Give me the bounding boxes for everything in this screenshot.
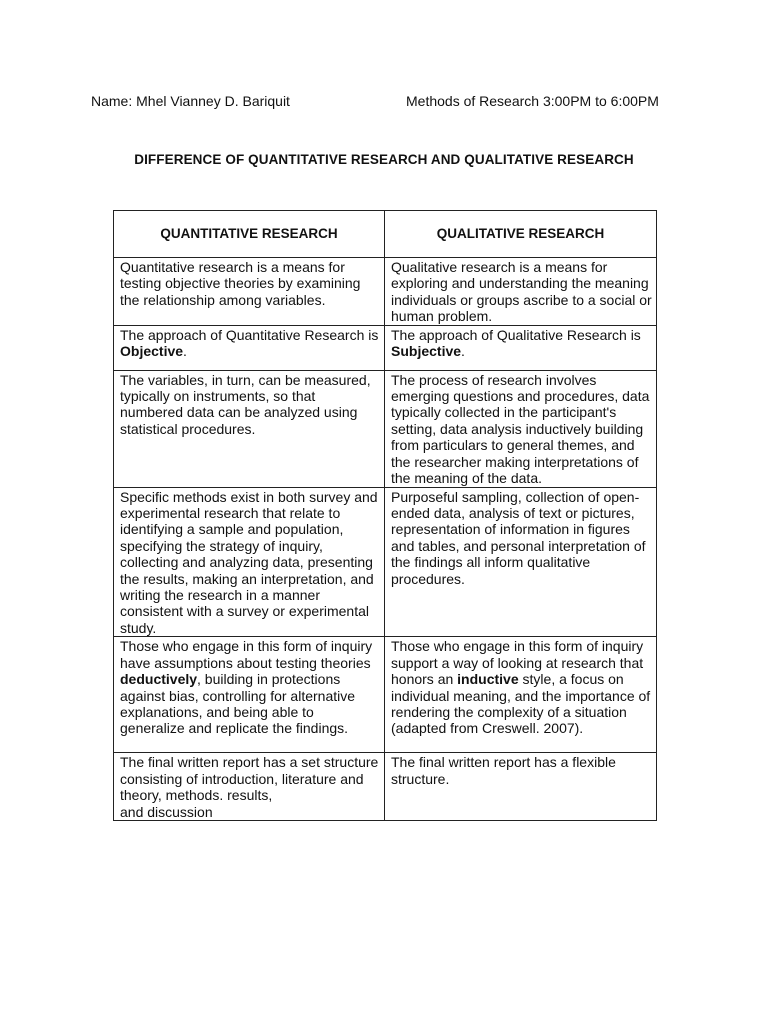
qualitative-cell xyxy=(385,753,657,821)
table-row xyxy=(114,258,657,326)
table-row xyxy=(114,325,657,370)
definition-qualitative: Qualitative research is a means for exploring and understanding the meaning individuals or groups ascribe to a social or human problem. xyxy=(391,259,652,325)
inquiry-qualitative-keyword: inductive xyxy=(457,671,519,688)
approach-quantitative xyxy=(120,326,380,360)
qualitative-cell xyxy=(385,325,657,370)
student-name: Name: Mhel Vianney D. Bariquit xyxy=(91,93,290,109)
table-row xyxy=(114,637,657,753)
report-qualitative: The final written report has a flexible structure. xyxy=(391,754,616,787)
variables-quantitative: The variables, in turn, can be measured, typically on instruments, so that numbered data can be analyzed using statistical procedures. xyxy=(120,371,371,437)
inquiry-qualitative-text: Those who engage in this form of inquiry support a way of looking at research that honors an xyxy=(391,638,644,688)
inquiry-quantitative-text: Those who engage in this form of inquiry have assumptions about testing theories xyxy=(120,638,373,671)
report-quantitative xyxy=(120,753,380,820)
report-quantitative-line2: and discussion xyxy=(120,803,213,820)
quantitative-cell xyxy=(114,258,385,326)
approach-quantitative-keyword: Objective xyxy=(120,343,184,360)
process-qualitative: The process of research involves emerging questions and procedures, data typically collected in the participant's setting, data analysis inductively building from particulars to general themes, and the researcher making interpretations of the meaning of the data. xyxy=(391,371,650,487)
column-header-qualitative: QUALITATIVE RESEARCH xyxy=(385,211,657,258)
approach-quantitative-end: . xyxy=(183,343,187,360)
course-schedule: Methods of Research 3:00PM to 6:00PM xyxy=(406,93,659,109)
qualitative-cell xyxy=(385,487,657,637)
quantitative-cell xyxy=(114,325,385,370)
approach-qualitative xyxy=(391,326,652,360)
column-header-quantitative: QUANTITATIVE RESEARCH xyxy=(114,211,385,258)
approach-quantitative-text: The approach of Quantitative Research is xyxy=(120,326,379,343)
approach-qualitative-end: . xyxy=(461,343,465,360)
quantitative-cell xyxy=(114,753,385,821)
table-row xyxy=(114,487,657,637)
approach-qualitative-keyword: Subjective xyxy=(391,343,462,360)
inquiry-qualitative-end: style, a focus on individual meaning, and the importance of rendering the complexity of a situation (adapted from Creswell. 2007). xyxy=(391,671,651,737)
report-quantitative-line1: The final written report has a set structure consisting of introduction, literature and theory, methods. results, xyxy=(120,754,379,804)
approach-qualitative-text: The approach of Qualitative Research is xyxy=(391,326,641,343)
definition-quantitative: Quantitative research is a means for testing objective theories by examining the relationship among variables. xyxy=(120,259,361,308)
methods-qualitative: Purposeful sampling, collection of open-ended data, analysis of text or pictures, representation of information in figures and tables, and personal interpretation of the findings all inform qualitative procedures. xyxy=(391,488,646,587)
table-row xyxy=(114,370,657,487)
comparison-table xyxy=(113,210,657,821)
inquiry-qualitative xyxy=(391,637,652,736)
inquiry-quantitative-end: , building in protections against bias, controlling for alternative explanations, and being able to generalize and replicate the findings. xyxy=(120,671,356,737)
quantitative-cell xyxy=(114,637,385,753)
quantitative-cell xyxy=(114,487,385,637)
qualitative-cell xyxy=(385,258,657,326)
qualitative-cell xyxy=(385,637,657,753)
inquiry-quantitative-keyword: deductively xyxy=(120,671,198,688)
qualitative-cell xyxy=(385,370,657,487)
table-header-row xyxy=(114,211,657,258)
document-title: DIFFERENCE OF QUANTITATIVE RESEARCH AND QUALITATIVE RESEARCH xyxy=(134,152,634,167)
table-row xyxy=(114,753,657,821)
methods-quantitative: Specific methods exist in both survey and experimental research that relate to identifying a sample and population, specifying the strategy of inquiry, collecting and analyzing data, presenting the results, making an interpretation, and writing the research in a manner consistent with a survey or experimental study. xyxy=(120,488,378,636)
inquiry-quantitative xyxy=(120,637,380,736)
quantitative-cell xyxy=(114,370,385,487)
